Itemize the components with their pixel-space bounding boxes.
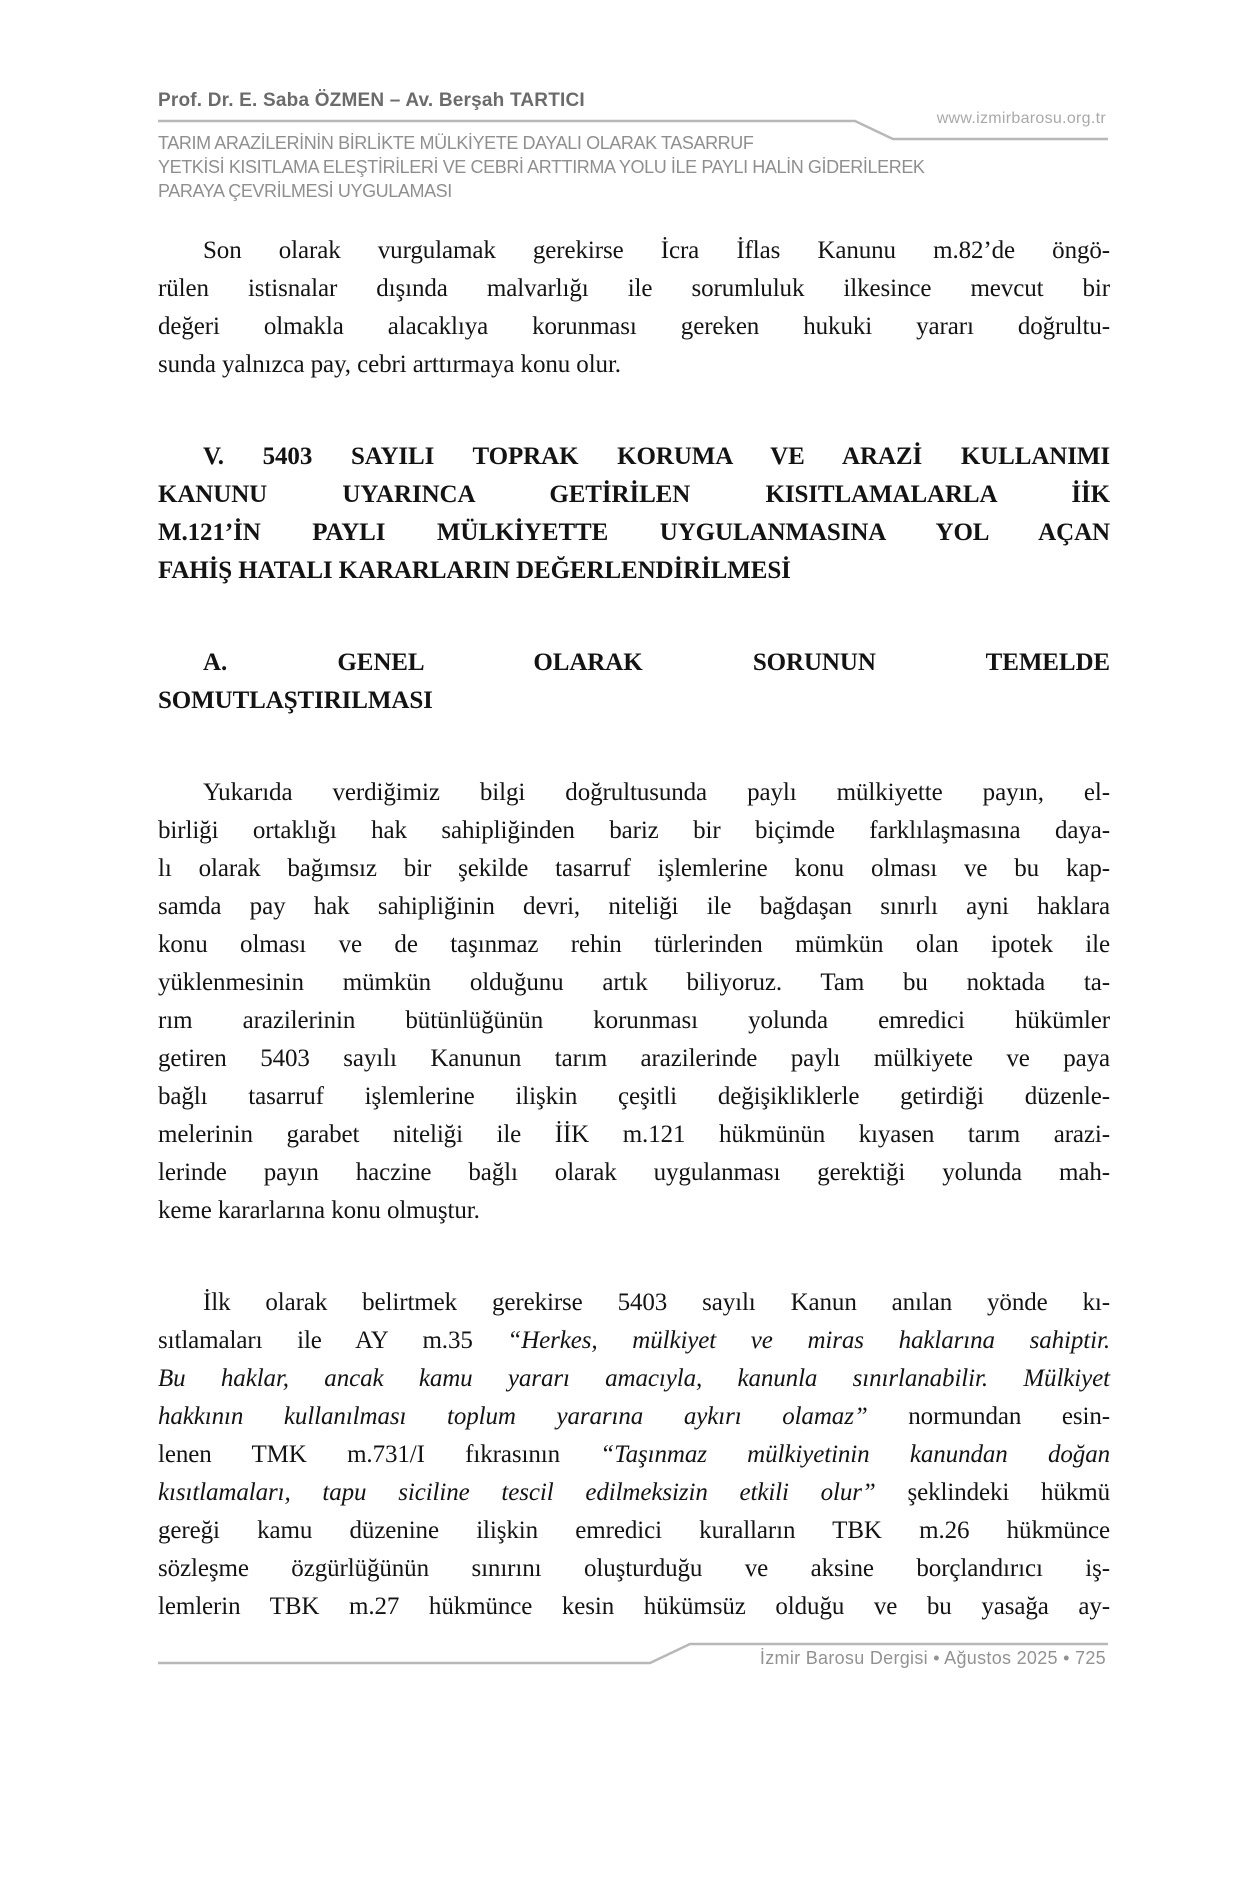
body-text: Yukarıda verdiğimiz bilgi doğrultusunda paylı mülkiyette payın, el- — [203, 779, 1110, 806]
text-line — [158, 850, 1110, 888]
text-line — [158, 1192, 1110, 1230]
text-line — [158, 1512, 1110, 1550]
text-line — [158, 1474, 1110, 1512]
text-line — [158, 1116, 1110, 1154]
text-line — [158, 308, 1110, 346]
body-text: lenen TMK m.731/I fıkrasının — [158, 1441, 601, 1468]
quoted-italic-text: Bu haklar, ancak kamu yararı amacıyla, kanunla sınırlanabilir. Mülkiyet — [158, 1365, 1110, 1392]
paragraph-2 — [158, 774, 1110, 1230]
text-line — [158, 438, 1110, 476]
text-line — [158, 476, 1110, 514]
text-line — [158, 1360, 1110, 1398]
text-line — [158, 1550, 1110, 1588]
paragraph-3 — [158, 1284, 1110, 1626]
text-line — [158, 644, 1110, 682]
article-title-line: PARAYA ÇEVRİLMESİ UYGULAMASI — [158, 181, 452, 201]
text-line — [158, 812, 1110, 850]
body-text: Son olarak vurgulamak gerekirse İcra İflas Kanunu m.82’de öngö- — [203, 237, 1110, 264]
body-text: sözleşme özgürlüğünün sınırını oluşturduğu ve aksine borçlandırıcı iş- — [158, 1555, 1110, 1582]
text-line — [158, 1322, 1110, 1360]
text-line — [158, 1436, 1110, 1474]
text-line — [158, 1078, 1110, 1116]
text-line — [158, 1284, 1110, 1322]
body-text: normundan esin- — [867, 1403, 1110, 1430]
footer-journal-info: İzmir Barosu Dergisi • Ağustos 2025 • 725 — [759, 1648, 1106, 1668]
body-text: melerinin garabet niteliği ile İİK m.121 hükmünün kıyasen tarım arazi- — [158, 1121, 1110, 1148]
text-line — [158, 1154, 1110, 1192]
body-text: A. GENEL OLARAK SORUNUN TEMELDE — [203, 649, 1110, 676]
website-url: www.izmirbarosu.org.tr — [936, 110, 1106, 127]
text-line — [158, 346, 1110, 384]
text-line — [158, 926, 1110, 964]
body-text: bağlı tasarruf işlemlerine ilişkin çeşitli değişikliklerle getirdiği düzenle- — [158, 1083, 1110, 1110]
body-text: şeklindeki hükmü — [875, 1479, 1110, 1506]
body-text: SOMUTLAŞTIRILMASI — [158, 687, 433, 714]
quoted-italic-text: “Taşınmaz mülkiyetinin kanundan doğan — [600, 1441, 1110, 1468]
text-line — [158, 1398, 1110, 1436]
body-text: İlk olarak belirtmek gerekirse 5403 sayılı Kanun anılan yönde kı- — [203, 1289, 1110, 1316]
article-title-line: YETKİSİ KISITLAMA ELEŞTİRİLERİ VE CEBRİ ARTTIRMA YOLU İLE PAYLI HALİN GİDERİLEREK — [158, 157, 925, 177]
section-heading-v — [158, 438, 1110, 590]
text-line — [158, 682, 1110, 720]
text-line — [158, 1002, 1110, 1040]
body-text: lı olarak bağımsız bir şekilde tasarruf işlemlerine konu olması ve bu kap- — [158, 855, 1110, 882]
quoted-italic-text: hakkının kullanılması toplum yararına aykırı olamaz” — [158, 1403, 868, 1430]
body-text: gereği kamu düzenine ilişkin emredici kuralların TBK m.26 hükmünce — [158, 1517, 1110, 1544]
article-title — [158, 131, 1110, 203]
body-text: M.121’İN PAYLI MÜLKİYETTE UYGULANMASINA YOL AÇAN — [158, 519, 1110, 546]
body-text: yüklenmesinin mümkün olduğunu artık biliyoruz. Tam bu noktada ta- — [158, 969, 1110, 996]
text-line — [158, 774, 1110, 812]
body-blocks — [158, 232, 1110, 1626]
body-text: birliği ortaklığı hak sahipliğinden bariz bir biçimde farklılaşmasına daya- — [158, 817, 1110, 844]
body-text: getiren 5403 sayılı Kanunun tarım arazilerinde paylı mülkiyete ve paya — [158, 1045, 1110, 1072]
text-line — [158, 888, 1110, 926]
body-text: rım arazilerinin bütünlüğünün korunması yolunda emredici hükümler — [158, 1007, 1110, 1034]
body-text: değeri olmakla alacaklıya korunması gereken hukuki yararı doğrultu- — [158, 313, 1110, 340]
text-line — [158, 514, 1110, 552]
body-text: samda pay hak sahipliğinin devri, niteliği ile bağdaşan sınırlı ayni haklara — [158, 893, 1110, 920]
text-line — [158, 964, 1110, 1002]
body-text: sıtlamaları ile AY m.35 — [158, 1327, 508, 1354]
body-text: rülen istisnalar dışında malvarlığı ile sorumluluk ilkesince mevcut bir — [158, 275, 1110, 302]
body-text: V. 5403 SAYILI TOPRAK KORUMA VE ARAZİ KULLANIMI — [203, 443, 1110, 470]
text-line — [158, 232, 1110, 270]
subsection-heading-a — [158, 644, 1110, 720]
article-title-line: TARIM ARAZİLERİNİN BİRLİKTE MÜLKİYETE DAYALI OLARAK TASARRUF — [158, 133, 754, 153]
quoted-italic-text: “Herkes, mülkiyet ve miras haklarına sahiptir. — [507, 1327, 1110, 1354]
body-text: KANUNU UYARINCA GETİRİLEN KISITLAMALARLA İİK — [158, 481, 1110, 508]
text-line — [158, 1588, 1110, 1626]
text-line — [158, 1040, 1110, 1078]
authors-line: Prof. Dr. E. Saba ÖZMEN – Av. Berşah TARTICI — [158, 90, 585, 111]
body-text: FAHİŞ HATALI KARARLARIN DEĞERLENDİRİLMESİ — [158, 557, 791, 584]
body-text: konu olması ve de taşınmaz rehin türlerinden mümkün olan ipotek ile — [158, 931, 1110, 958]
quoted-italic-text: kısıtlamaları, tapu siciline tescil edilmeksizin etkili olur” — [158, 1479, 876, 1506]
text-line — [158, 552, 1110, 590]
body-text: keme kararlarına konu olmuştur. — [158, 1197, 480, 1224]
text-line — [158, 270, 1110, 308]
body-text: lerinde payın haczine bağlı olarak uygulanması gerektiği yolunda mah- — [158, 1159, 1110, 1186]
body-text: lemlerin TBK m.27 hükmünce kesin hükümsüz olduğu ve bu yasağa ay- — [158, 1593, 1110, 1620]
body-text: sunda yalnızca pay, cebri arttırmaya konu olur. — [158, 351, 621, 378]
paragraph-1 — [158, 232, 1110, 384]
